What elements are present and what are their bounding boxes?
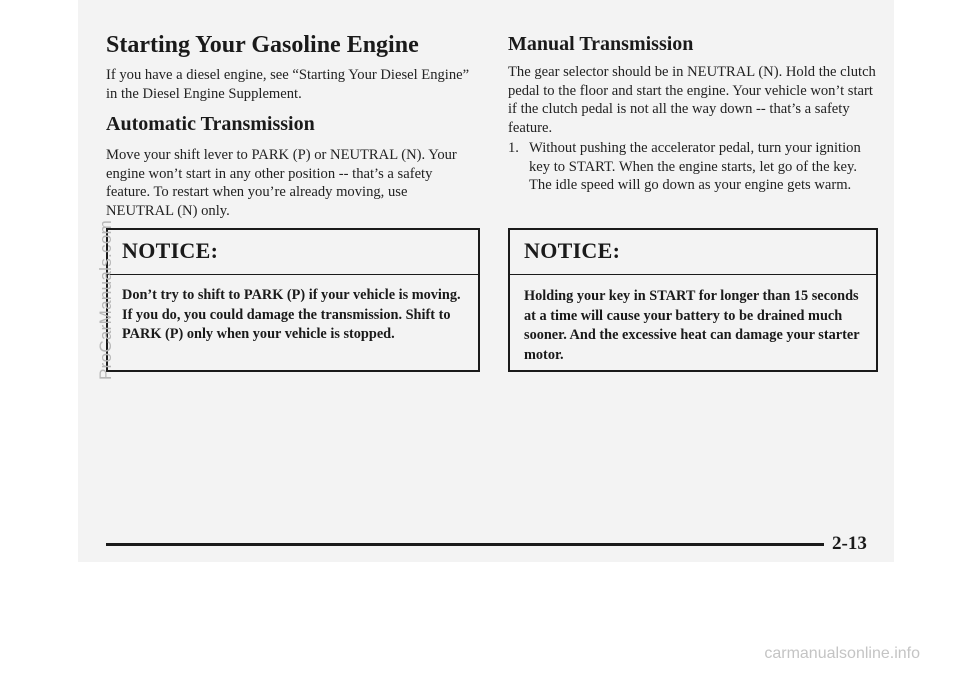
manual-transmission-text: The gear selector should be in NEUTRAL (N). Hold the clutch pedal to the floor and start the engine. Your vehicle won’t start if the clutch pedal is not all the way down -- that’s a safety feature. [508,64,876,136]
section-title: Starting Your Gasoline Engine [106,32,419,58]
notice-title: NOTICE: [524,238,621,263]
manual-page [78,0,894,562]
notice-text: Holding your key in START for longer than 15 seconds at a time will cause your battery to be drained much sooner. And the excessive heat can damage your starter motor. [524,288,860,363]
notice-text: Don’t try to shift to PARK (P) if your vehicle is moving. If you do, you could damage the transmission. Shift to PARK (P) only when your vehicle is stopped. [122,287,461,342]
automatic-transmission-heading: Automatic Transmission [106,113,315,135]
automatic-transmission-text: Move your shift lever to PARK (P) or NEUTRAL (N). Your engine won’t start in any other position -- that’s a safety feature. To restart when you’re already moving, use NEUTRAL (N) only. [106,147,457,219]
step-text: Without pushing the accelerator pedal, turn your ignition key to START. When the engine starts, let go of the key. The idle speed will go down as your engine gets warm. [529,140,861,193]
page-number: 2-13 [832,533,867,554]
notice-header [510,230,876,275]
list-item [508,139,878,219]
notice-header [108,230,478,275]
notice-title: NOTICE: [122,238,219,263]
side-watermark: ProCarManuals.com [96,219,115,380]
diesel-note: If you have a diesel engine, see “Starting Your Diesel Engine” in the Diesel Engine Supplement. [106,67,470,102]
step-number: 1. [508,140,519,156]
notice-box-shift [106,228,480,372]
manual-transmission-heading: Manual Transmission [508,33,694,55]
notice-box-starter [508,228,878,372]
bottom-watermark: carmanualsonline.info [764,645,920,662]
footer-rule [106,543,824,546]
